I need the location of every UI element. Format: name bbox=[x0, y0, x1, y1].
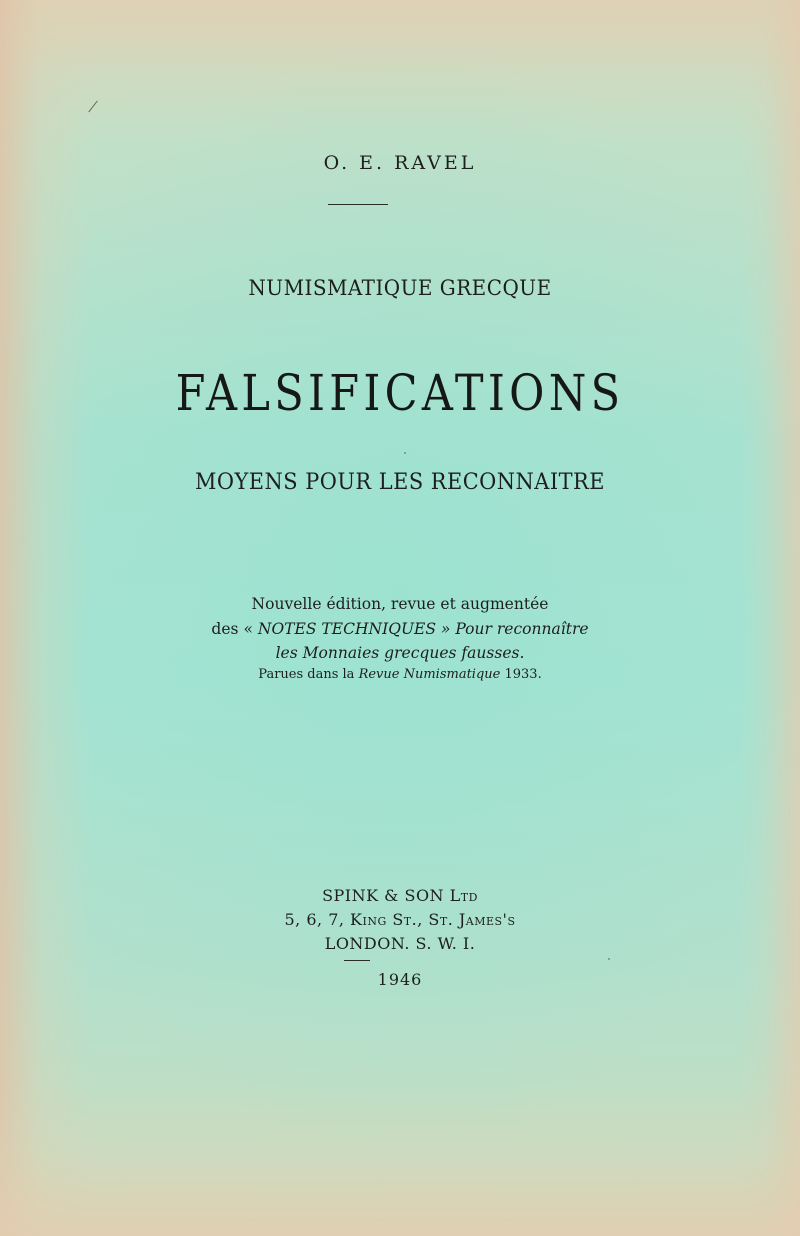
publisher-suffix: Ltd bbox=[449, 886, 478, 905]
edition-note-suffix: » Pour reconnaître bbox=[435, 619, 589, 638]
series-title: NUMISMATIQUE GRECQUE bbox=[248, 276, 552, 300]
paper-speck bbox=[404, 452, 406, 454]
journal-year: 1933. bbox=[500, 667, 542, 682]
paper-edge-left bbox=[0, 0, 90, 1236]
edition-note-line-4 bbox=[0, 667, 800, 682]
edition-note-published-in: Parues dans la bbox=[258, 667, 359, 682]
publisher-city: LONDON. S. W. I. bbox=[324, 934, 476, 953]
journal-name: Revue Numismatique bbox=[358, 667, 501, 682]
author-name: O. E. RAVEL bbox=[323, 152, 477, 174]
paper-edge-top bbox=[0, 0, 800, 110]
edition-note-line-1: Nouvelle édition, revue et augmentée bbox=[251, 594, 549, 613]
publisher-company: SPINK & SON bbox=[322, 886, 445, 905]
edition-note-prefix: des « bbox=[211, 619, 258, 638]
paper-edge-right bbox=[740, 0, 800, 1236]
book-title: FALSIFICATIONS bbox=[175, 364, 625, 422]
edition-note-work-title: NOTES TECHNIQUES bbox=[257, 619, 436, 638]
book-subtitle: MOYENS POUR LES RECONNAITRE bbox=[195, 470, 605, 495]
paper-edge-bottom bbox=[0, 1086, 800, 1236]
address-street: King St., St. James's bbox=[350, 910, 516, 929]
publisher-name bbox=[0, 886, 800, 905]
edition-note-line-3: les Monnaies grecques fausses. bbox=[275, 643, 525, 662]
paper-speck bbox=[608, 958, 610, 960]
year-divider bbox=[344, 960, 370, 961]
publication-year: 1946 bbox=[377, 970, 423, 989]
author-divider bbox=[328, 204, 388, 205]
edition-note-line-2 bbox=[12, 619, 788, 638]
publisher-address bbox=[0, 910, 800, 929]
address-numbers: 5, 6, 7, bbox=[284, 910, 351, 929]
